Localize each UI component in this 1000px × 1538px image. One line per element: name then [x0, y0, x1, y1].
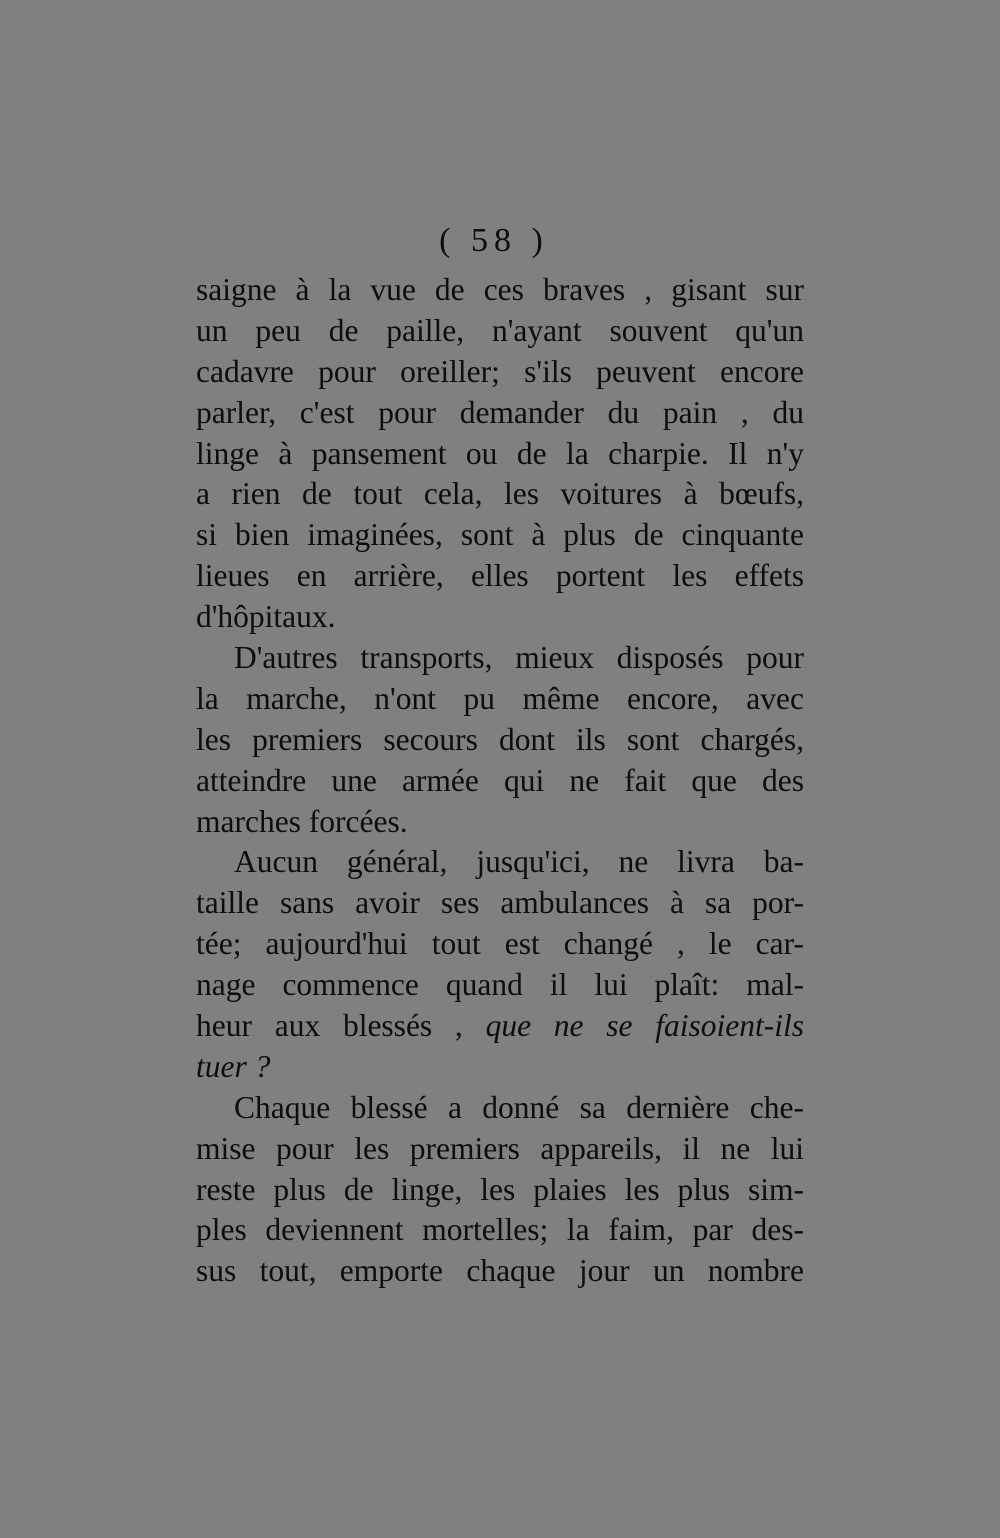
text-line: Chaque blessé a donné sa dernière che-: [234, 1089, 804, 1125]
body-text: [196, 270, 804, 1292]
text-line: mise pour les premiers appareils, il ne lui: [196, 1130, 804, 1166]
italic-text: tuer ?: [196, 1048, 271, 1084]
text-line: d'hôpitaux.: [196, 599, 336, 635]
page-number: ( 58 ): [439, 222, 549, 259]
text-line: la marche, n'ont pu même encore, avec: [196, 680, 804, 716]
text-segment: heur aux blessés ,: [196, 1008, 463, 1044]
text-line: cadavre pour oreiller; s'ils peuvent encore: [196, 353, 804, 389]
text-line: sus tout, emporte chaque jour un nombre: [196, 1253, 804, 1289]
text-line: marches forcées.: [196, 803, 408, 839]
text-line: nage commence quand il lui plaît: mal-: [196, 967, 804, 1003]
text-line: parler, c'est pour demander du pain , du: [196, 394, 804, 430]
italic-text: que ne se faisoient-ils: [485, 1008, 804, 1044]
text-line: lieues en arrière, elles portent les effets: [196, 558, 804, 594]
paragraph-4: [196, 1088, 804, 1292]
text-line: D'autres transports, mieux disposés pour: [234, 640, 804, 676]
text-line-mixed: [196, 1006, 804, 1047]
text-line: si bien imaginées, sont à plus de cinquante: [196, 517, 804, 553]
text-line: [196, 1047, 804, 1088]
text-line: atteindre une armée qui ne fait que des: [196, 762, 804, 798]
text-line: taille sans avoir ses ambulances à sa por-: [196, 885, 804, 921]
paragraph-2: [196, 638, 804, 842]
text-line: les premiers secours dont ils sont chargés,: [196, 721, 804, 757]
text-line: Aucun général, jusqu'ici, ne livra ba-: [234, 844, 804, 880]
text-line: ples deviennent mortelles; la faim, par des-: [196, 1212, 804, 1248]
text-line: tée; aujourd'hui tout est changé , le car-: [196, 926, 804, 962]
text-line: a rien de tout cela, les voitures à bœufs,: [196, 476, 804, 512]
text-line: linge à pansement ou de la charpie. Il n'y: [196, 435, 804, 471]
paragraph-1: [196, 270, 804, 638]
text-line: saigne à la vue de ces braves , gisant sur: [196, 272, 804, 307]
text-line: reste plus de linge, les plaies les plus sim-: [196, 1171, 804, 1207]
paragraph-3: [196, 842, 804, 1087]
text-line: un peu de paille, n'ayant souvent qu'un: [196, 312, 804, 348]
